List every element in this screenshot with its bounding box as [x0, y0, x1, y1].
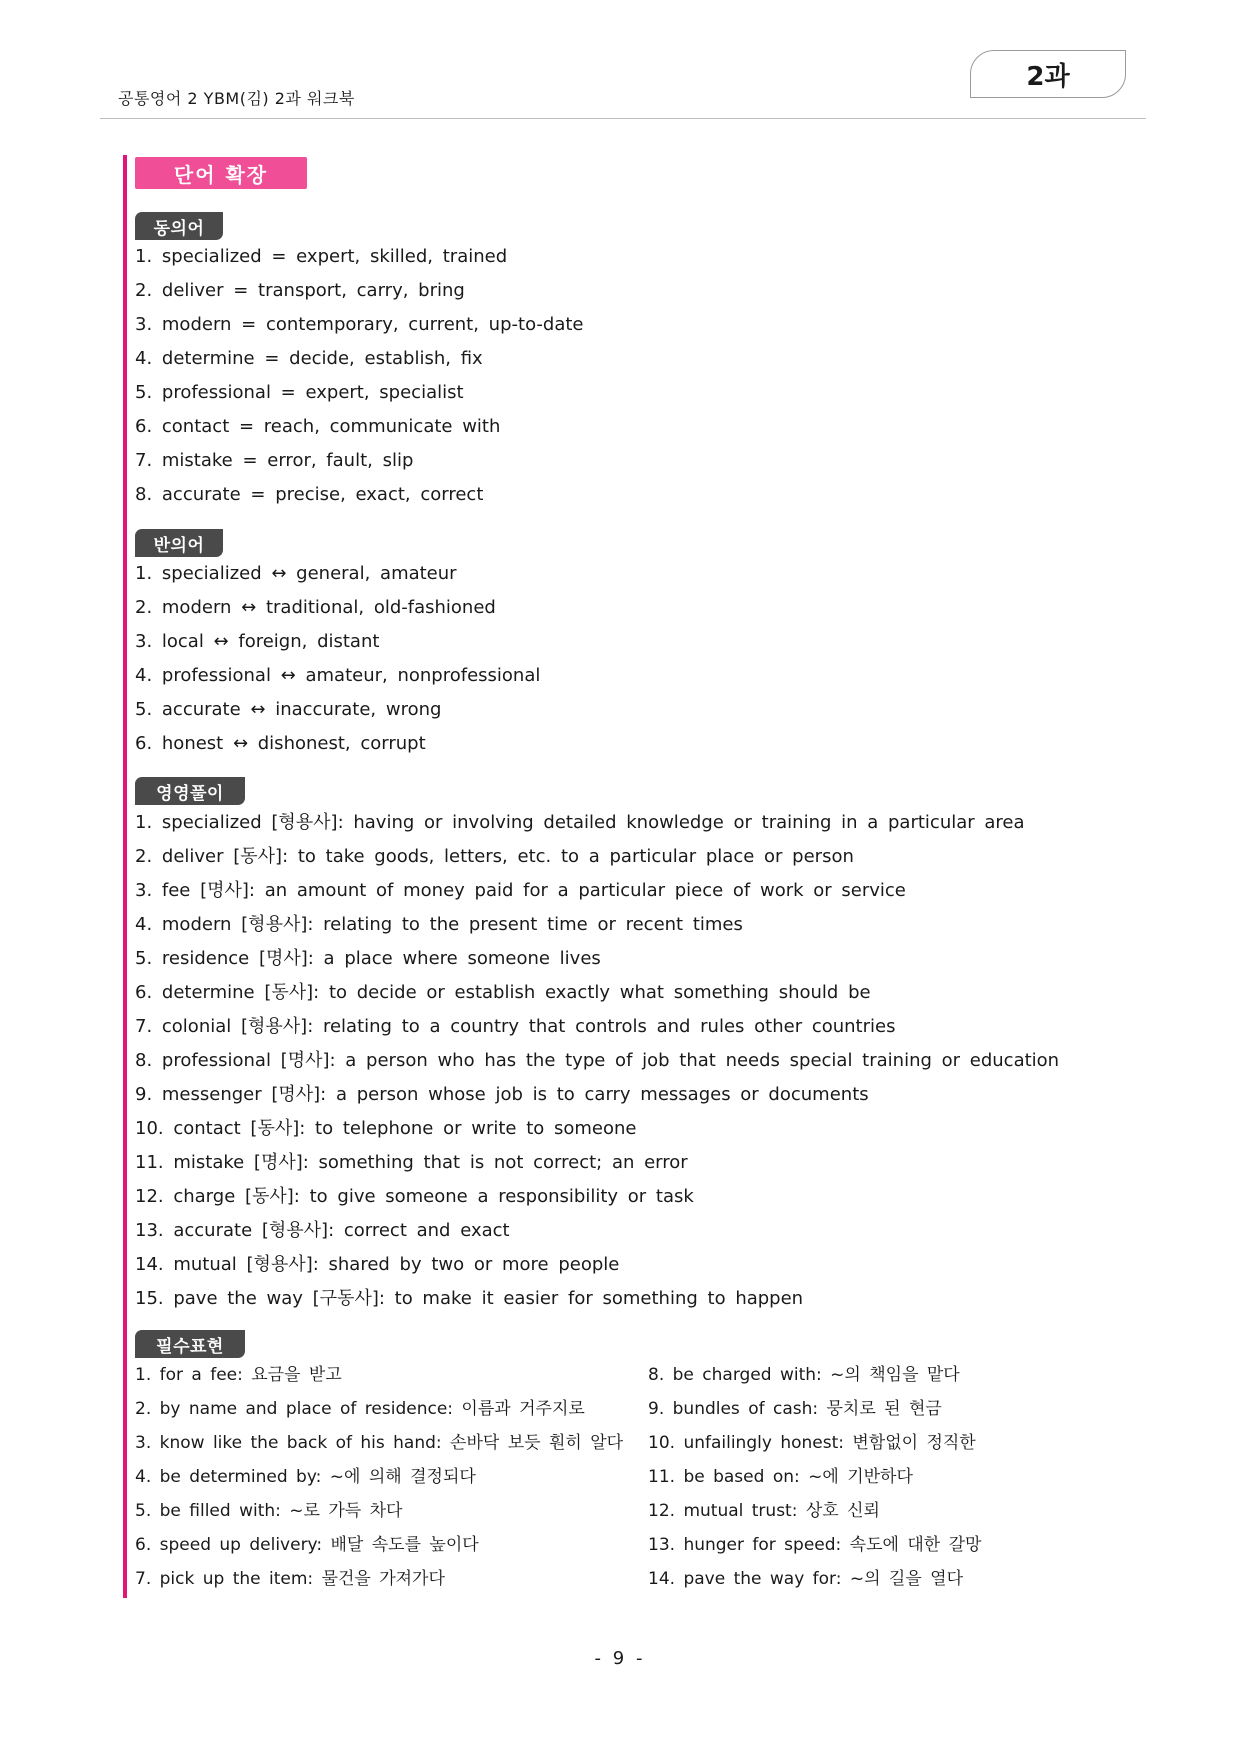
list-item: 2. by name and place of residence: 이름과 거주지로 — [135, 1399, 585, 1419]
list-item: 12. charge [동사]: to give someone a responsibility or task — [135, 1186, 694, 1207]
list-item: 1. for a fee: 요금을 받고 — [135, 1365, 342, 1385]
document-header-title: 공통영어 2 YBM(김) 2과 워크북 — [118, 89, 355, 108]
list-item: 5. be filled with: ~로 가득 차다 — [135, 1501, 403, 1521]
list-item: 8. accurate = precise, exact, correct — [135, 484, 484, 505]
list-item: 13. accurate [형용사]: correct and exact — [135, 1220, 510, 1241]
list-item: 9. bundles of cash: 뭉치로 된 현금 — [648, 1399, 942, 1419]
synonyms-label: 동의어 — [135, 212, 223, 240]
list-item: 10. unfailingly honest: 변함없이 정직한 — [648, 1433, 976, 1453]
expressions-label: 필수표현 — [135, 1330, 245, 1358]
list-item: 12. mutual trust: 상호 신뢰 — [648, 1501, 880, 1521]
list-item: 2. deliver = transport, carry, bring — [135, 280, 465, 301]
list-item: 8. professional [명사]: a person who has the type of job that needs special training or education — [135, 1050, 1060, 1071]
antonyms-label: 반의어 — [135, 529, 223, 557]
list-item: 9. messenger [명사]: a person whose job is to carry messages or documents — [135, 1084, 869, 1105]
list-item: 7. pick up the item: 물건을 가져가다 — [135, 1569, 445, 1589]
list-item: 4. modern [형용사]: relating to the present time or recent times — [135, 914, 743, 935]
page-number: - 9 - — [594, 1648, 646, 1669]
definitions-list — [135, 806, 1059, 1316]
list-item: 8. be charged with: ~의 책임을 맡다 — [648, 1365, 960, 1385]
list-item: 11. mistake [명사]: something that is not correct; an error — [135, 1152, 688, 1173]
list-item: 15. pave the way [구동사]: to make it easier for something to happen — [135, 1288, 804, 1309]
section-accent-bar — [123, 155, 127, 1598]
list-item: 11. be based on: ~에 기반하다 — [648, 1467, 913, 1487]
list-item: 6. contact = reach, communicate with — [135, 416, 501, 437]
section-title-tag: 단어 확장 — [135, 157, 307, 189]
list-item: 7. colonial [형용사]: relating to a country that controls and rules other countries — [135, 1016, 896, 1037]
definitions-label: 영영풀이 — [135, 777, 245, 805]
list-item: 2. deliver [동사]: to take goods, letters, etc. to a particular place or person — [135, 846, 854, 867]
list-item: 13. hunger for speed: 속도에 대한 갈망 — [648, 1535, 982, 1555]
list-item: 7. mistake = error, fault, slip — [135, 450, 414, 471]
list-item: 4. professional ↔ amateur, nonprofessional — [135, 665, 541, 686]
list-item: 1. specialized ↔ general, amateur — [135, 563, 457, 584]
expressions-list-left — [135, 1358, 623, 1596]
list-item: 14. pave the way for: ~의 길을 열다 — [648, 1569, 964, 1589]
list-item: 3. local ↔ foreign, distant — [135, 631, 380, 652]
list-item: 5. accurate ↔ inaccurate, wrong — [135, 699, 442, 720]
list-item: 1. specialized = expert, skilled, trained — [135, 246, 508, 267]
lesson-badge: 2과 — [970, 50, 1126, 98]
antonyms-list — [135, 557, 540, 761]
list-item: 3. fee [명사]: an amount of money paid for a particular piece of work or service — [135, 880, 906, 901]
list-item: 4. determine = decide, establish, fix — [135, 348, 483, 369]
list-item: 3. modern = contemporary, current, up-to-date — [135, 314, 584, 335]
list-item: 1. specialized [형용사]: having or involving detailed knowledge or training in a particular area — [135, 812, 1025, 833]
list-item: 2. modern ↔ traditional, old-fashioned — [135, 597, 496, 618]
synonyms-list — [135, 240, 584, 512]
list-item: 5. residence [명사]: a place where someone lives — [135, 948, 601, 969]
expressions-list-right — [648, 1358, 981, 1596]
list-item: 10. contact [동사]: to telephone or write to someone — [135, 1118, 637, 1139]
list-item: 14. mutual [형용사]: shared by two or more people — [135, 1254, 620, 1275]
header-divider — [100, 118, 1146, 119]
list-item: 6. honest ↔ dishonest, corrupt — [135, 733, 426, 754]
list-item: 6. determine [동사]: to decide or establish exactly what something should be — [135, 982, 871, 1003]
list-item: 3. know like the back of his hand: 손바닥 보듯 훤히 알다 — [135, 1433, 624, 1453]
list-item: 6. speed up delivery: 배달 속도를 높이다 — [135, 1535, 479, 1555]
list-item: 4. be determined by: ~에 의해 결정되다 — [135, 1467, 476, 1487]
list-item: 5. professional = expert, specialist — [135, 382, 464, 403]
